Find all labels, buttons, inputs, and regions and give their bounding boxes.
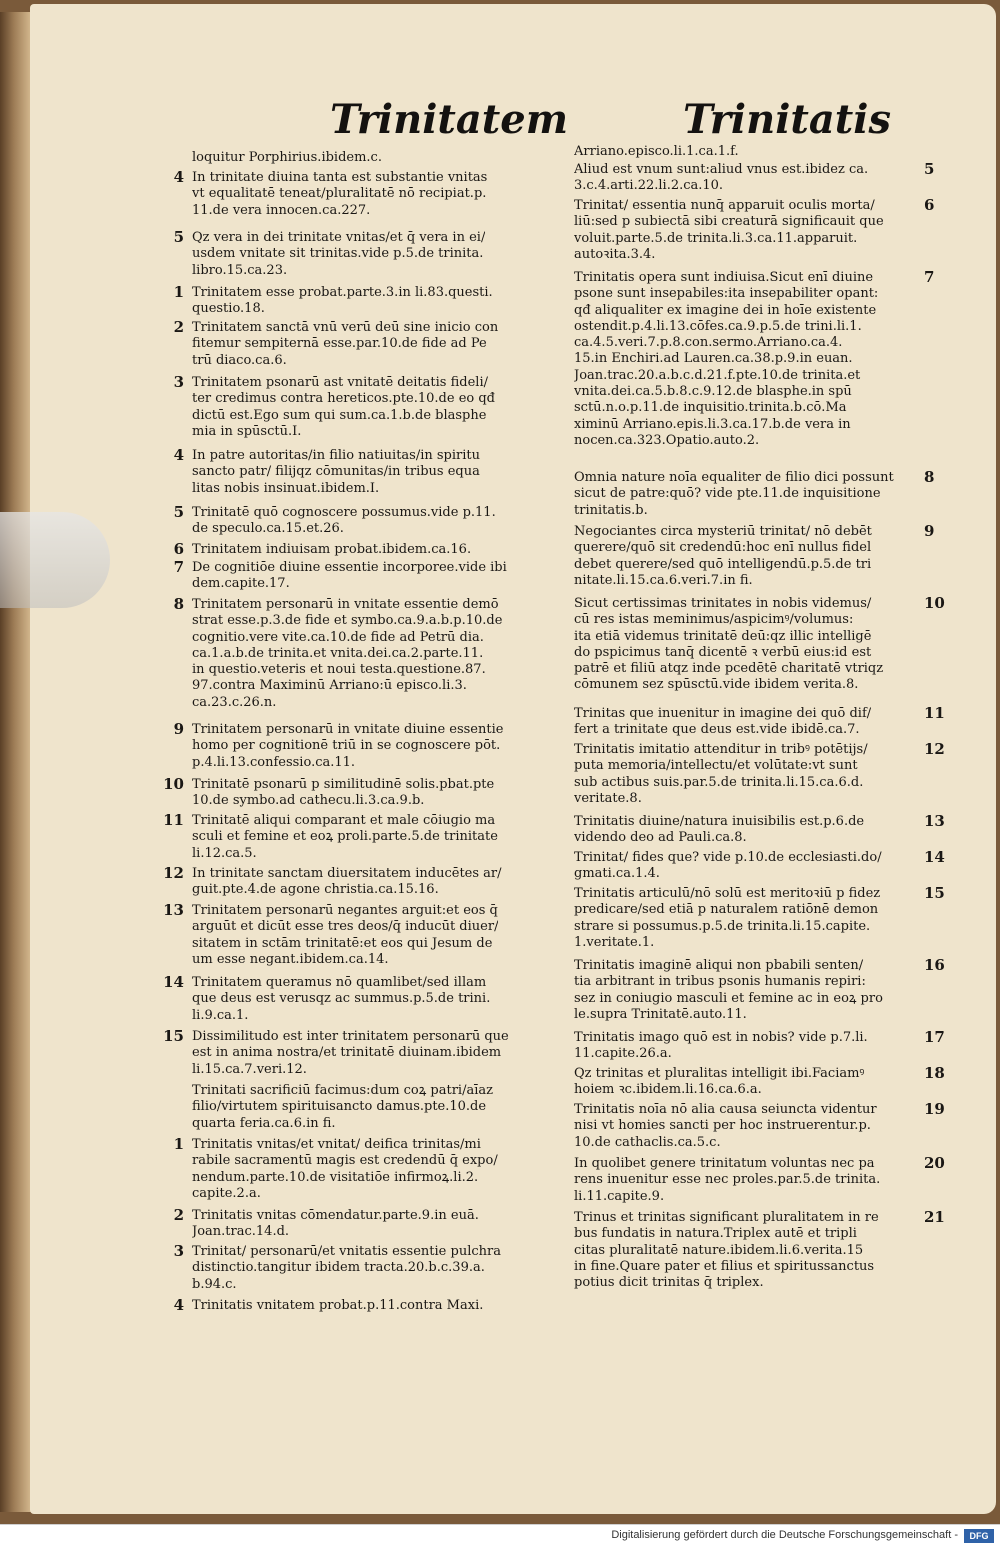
marginal-number: 3 bbox=[173, 1242, 184, 1260]
entry-line: rabile sacramentū magis est credendū q̄ expo/ bbox=[192, 1153, 498, 1169]
entry-line: Negociantes circa mysteriū trinitat/ nō debēt bbox=[574, 524, 872, 539]
entry-line: Trinitati sacrificiū facimus:dum coꝝ patri/aīaz bbox=[192, 1083, 493, 1098]
entry-line: Trinitatem sanctā vnū verū deū sine inicio con bbox=[192, 320, 499, 335]
marginal-number: 12 bbox=[924, 740, 945, 758]
entry-line: quarta feria.ca.6.in fi. bbox=[192, 1115, 336, 1131]
entry-line: veritate.8. bbox=[574, 790, 642, 806]
entry-line: liū:sed p subiectā sibi creaturā significauit que bbox=[574, 214, 884, 230]
entry-line: Trinitatem psonarū ast vnitatē deitatis fideli/ bbox=[192, 375, 488, 390]
index-entry bbox=[192, 866, 502, 899]
entry-line: Aliud est vnum sunt:aliud vnus est.ibidez ca. bbox=[574, 162, 869, 177]
entry-line: filio/virtutem spirituisancto damus.pte.10.de bbox=[192, 1099, 487, 1115]
index-entry bbox=[574, 814, 864, 847]
entry-line: li.11.capite.9. bbox=[574, 1188, 665, 1204]
entry-line: capite.2.a. bbox=[192, 1185, 261, 1201]
index-entry bbox=[574, 270, 878, 449]
entry-line: ximinū Arriano.epis.li.3.ca.17.b.de vera in bbox=[574, 416, 851, 432]
entry-line: homo per cognitionē triū in se cognoscere pōt. bbox=[192, 738, 501, 754]
entry-line: querere/quō sit credendū:hoc enī nullus fidel bbox=[574, 540, 872, 556]
marginal-number: 18 bbox=[924, 1064, 945, 1082]
entry-line: strat esse.p.3.de fide et symbo.ca.9.a.b.p.10.de bbox=[192, 613, 503, 629]
entry-line: hoiem ꝛc.ibidem.li.16.ca.6.a. bbox=[574, 1082, 762, 1098]
entry-line: vnita.dei.ca.5.b.8.c.9.12.de blasphe.in spū bbox=[574, 384, 852, 400]
entry-line: Omnia nature noīa equaliter de filio dici possunt bbox=[574, 470, 894, 485]
marginal-number: 17 bbox=[924, 1028, 945, 1046]
entry-line: de speculo.ca.15.et.26. bbox=[192, 521, 344, 537]
entry-line: que deus est verusqz ac summus.p.5.de trini. bbox=[192, 991, 491, 1007]
entry-line: guit.pte.4.de agone christia.ca.15.16. bbox=[192, 882, 439, 898]
entry-line: Qz vera in dei trinitate vnitas/et q̄ vera in ei/ bbox=[192, 230, 486, 245]
entry-line: 1.veritate.1. bbox=[574, 934, 655, 950]
transparent-bookmark-clip bbox=[0, 512, 110, 608]
index-entry bbox=[192, 560, 507, 593]
entry-line: Trinitatem personarū in vnitate essentie demō bbox=[192, 597, 499, 612]
entry-line: Trinitatis vnitas cōmendatur.parte.9.in euā. bbox=[192, 1208, 479, 1223]
entry-line: 11.de vera innocen.ca.227. bbox=[192, 202, 371, 218]
entry-line: Trinitatis diuine/natura inuisibilis est.p.6.de bbox=[574, 814, 865, 829]
entry-line: p.4.li.13.confessio.ca.11. bbox=[192, 754, 356, 770]
marginal-number: 3 bbox=[173, 373, 184, 391]
index-entry bbox=[574, 524, 872, 589]
entry-line: sitatem in sctām trinitatē:et eos qui Jesum de bbox=[192, 935, 493, 951]
index-entry bbox=[574, 958, 883, 1023]
dfg-logo: DFG bbox=[964, 1529, 994, 1543]
entry-line: 97.contra Maximinū Arriano:ū episco.li.3. bbox=[192, 678, 467, 694]
index-entry bbox=[574, 1030, 868, 1063]
entry-line: Trinitatē aliqui comparant et male cōiugio ma bbox=[192, 813, 496, 828]
index-entry bbox=[192, 285, 493, 318]
marginal-number: 9 bbox=[173, 720, 184, 738]
marginal-number: 10 bbox=[163, 775, 184, 793]
entry-line: Sicut certissimas trinitates in nobis videmus/ bbox=[574, 596, 872, 611]
marginal-number: 6 bbox=[173, 540, 184, 558]
marginal-number: 7 bbox=[173, 558, 184, 576]
entry-line: Trinitatem queramus nō quamlibet/sed illam bbox=[192, 975, 487, 990]
index-entry bbox=[192, 1244, 501, 1293]
entry-line: sub actibus suis.par.5.de trinita.li.15.ca.6.d. bbox=[574, 774, 864, 790]
marginal-number: 9 bbox=[924, 522, 935, 540]
entry-line: 3.c.4.arti.22.li.2.ca.10. bbox=[574, 178, 724, 194]
entry-line: Joan.trac.20.a.b.c.d.21.f.pte.10.de trinita.et bbox=[574, 367, 861, 383]
entry-line: questio.18. bbox=[192, 301, 265, 317]
entry-line: Trinitatis opera sunt indiuisa.Sicut enī diuine bbox=[574, 270, 874, 285]
entry-line: In patre autoritas/in filio natiuitas/in spiritu bbox=[192, 448, 480, 463]
index-entry bbox=[192, 150, 382, 166]
entry-line: nendum.parte.10.de visitatiōe infirmoꝝ.li.2. bbox=[192, 1169, 479, 1185]
marginal-number: 20 bbox=[924, 1154, 945, 1172]
entry-line: 10.de symbo.ad cathecu.li.3.ca.9.b. bbox=[192, 793, 425, 809]
entry-line: rens inuenitur esse nec proles.par.5.de trinita. bbox=[574, 1172, 881, 1188]
index-entry bbox=[192, 1208, 479, 1241]
marginal-number: 11 bbox=[924, 704, 945, 722]
entry-line: Arriano.episco.li.1.ca.1.f. bbox=[574, 144, 739, 159]
entry-line: autoꝛita.3.4. bbox=[574, 246, 656, 262]
running-head-right: Trinitatis bbox=[683, 96, 891, 143]
marginal-number: 13 bbox=[924, 812, 945, 830]
entry-line: distinctio.tangitur ibidem tracta.20.b.c.39.a. bbox=[192, 1260, 485, 1276]
index-entry bbox=[192, 1298, 483, 1314]
entry-line: li.15.ca.7.veri.12. bbox=[192, 1061, 307, 1077]
entry-line: fert a trinitate que deus est.vide ibidē.ca.7. bbox=[574, 722, 860, 738]
entry-line: ostendit.p.4.li.13.cōfes.ca.9.p.5.de trini.li.1. bbox=[574, 318, 862, 334]
entry-line: De cognitiōe diuine essentie incorporee.vide ibi bbox=[192, 560, 507, 575]
index-entry bbox=[192, 170, 487, 219]
entry-line: cōmunem sez spūsctū.vide ibidem verita.8. bbox=[574, 677, 859, 693]
entry-line: In trinitate sanctam diuersitatem inducētes ar/ bbox=[192, 866, 502, 881]
marginal-number: 16 bbox=[924, 956, 945, 974]
index-entry bbox=[192, 1029, 509, 1078]
marginal-number: 8 bbox=[924, 468, 935, 486]
marginal-number: 2 bbox=[173, 318, 184, 336]
entry-line: sancto patr/ filijqz cōmunitas/in tribus equa bbox=[192, 464, 480, 480]
index-entry bbox=[192, 975, 490, 1024]
entry-line: bus fundatis in natura.Triplex autē et tripli bbox=[574, 1226, 857, 1242]
index-entry bbox=[192, 722, 503, 771]
entry-line: qđ aliqualiter ex imagine dei in hoīe existente bbox=[574, 302, 877, 318]
entry-line: Trinitat/ fides que? vide p.10.de ecclesiasti.do/ bbox=[574, 850, 882, 865]
index-entry bbox=[574, 886, 880, 951]
entry-line: le.supra Trinitatē.auto.11. bbox=[574, 1006, 747, 1022]
marginal-number: 5 bbox=[924, 160, 935, 178]
marginal-number: 1 bbox=[173, 1135, 184, 1153]
entry-line: vt equalitatē teneat/pluralitatē nō recipiat.p. bbox=[192, 186, 487, 202]
entry-line: trū diaco.ca.6. bbox=[192, 352, 287, 368]
entry-line: 10.de cathaclis.ca.5.c. bbox=[574, 1134, 721, 1150]
entry-line: Trinitatis imitatio attenditur in tribꝰ potētijs/ bbox=[574, 742, 868, 757]
entry-line: citas pluralitatē nature.ibidem.li.6.verita.15 bbox=[574, 1242, 864, 1258]
entry-line: Trinitat/ essentia nunq̄ apparuit oculis morta/ bbox=[574, 198, 875, 213]
entry-line: fitemur sempiternā esse.par.10.de fide ad Pe bbox=[192, 336, 487, 352]
entry-line: ca.23.c.26.n. bbox=[192, 694, 277, 710]
marginal-number: 5 bbox=[173, 228, 184, 246]
entry-line: Trinitatis noīa nō alia causa seiuncta videntur bbox=[574, 1102, 877, 1117]
entry-line: ca.4.5.veri.7.p.8.con.sermo.Arriano.ca.4. bbox=[574, 335, 843, 351]
entry-line: usdem vnitate sit trinitas.vide p.5.de trinita. bbox=[192, 246, 484, 262]
entry-line: est in anima nostra/et trinitatē diuinam.ibidem bbox=[192, 1045, 502, 1061]
marginal-number: 5 bbox=[173, 503, 184, 521]
entry-line: Trinitatem indiuisam probat.ibidem.ca.16. bbox=[192, 542, 472, 557]
index-entry bbox=[192, 375, 495, 440]
entry-line: li.12.ca.5. bbox=[192, 845, 257, 861]
entry-line: Trinitatem personarū in vnitate diuine essentie bbox=[192, 722, 504, 737]
entry-line: sez in coniugio masculi et femine ac in eoꝝ pro bbox=[574, 990, 883, 1006]
entry-line: 11.capite.26.a. bbox=[574, 1046, 672, 1062]
index-entry bbox=[574, 1102, 877, 1151]
index-entry bbox=[574, 198, 884, 263]
marginal-number: 14 bbox=[924, 848, 945, 866]
entry-line: dem.capite.17. bbox=[192, 576, 290, 592]
entry-line: Trinitat/ personarū/et vnitatis essentie pulchra bbox=[192, 1244, 501, 1259]
entry-line: litas nobis insinuat.ibidem.I. bbox=[192, 480, 380, 496]
marginal-number: 15 bbox=[163, 1027, 184, 1045]
entry-line: dictū est.Ego sum qui sum.ca.1.b.de blasphe bbox=[192, 407, 487, 423]
entry-line: Trinitatis imaginē aliqui non pbabili senten/ bbox=[574, 958, 864, 973]
entry-line: puta memoria/intellectu/et volūtate:vt sunt bbox=[574, 758, 858, 774]
entry-line: mia in spūsctū.I. bbox=[192, 423, 302, 439]
index-entry bbox=[574, 162, 868, 195]
entry-line: um esse negant.ibidem.ca.14. bbox=[192, 951, 389, 967]
entry-line: sicut de patre:quō? vide pte.11.de inquisitione bbox=[574, 486, 881, 502]
footer-credit-text: Digitalisierung gefördert durch die Deutsche Forschungsgemeinschaft - bbox=[611, 1529, 958, 1541]
index-entry bbox=[192, 777, 494, 810]
marginal-number: 7 bbox=[924, 268, 935, 286]
marginal-number: 8 bbox=[173, 595, 184, 613]
entry-line: voluit.parte.5.de trinita.li.3.ca.11.apparuit. bbox=[574, 230, 858, 246]
marginal-number: 10 bbox=[924, 594, 945, 612]
entry-line: Qz trinitas et pluralitas intelligit ibi.Faciamꝰ bbox=[574, 1066, 865, 1081]
entry-line: Trinitatē quō cognoscere possumus.vide p.11. bbox=[192, 505, 496, 520]
entry-line: ca.1.a.b.de trinita.et vnita.dei.ca.2.parte.11. bbox=[192, 645, 484, 661]
entry-line: In quolibet genere trinitatum voluntas nec pa bbox=[574, 1156, 875, 1171]
marginal-number: 14 bbox=[163, 973, 184, 991]
marginal-number: 13 bbox=[163, 901, 184, 919]
index-entry bbox=[192, 1083, 493, 1132]
entry-line: Trinitatem personarū negantes arguit:et eos q̄ bbox=[192, 903, 498, 918]
entry-line: psone sunt insepabiles:ita insepabiliter opant: bbox=[574, 286, 879, 302]
index-entry bbox=[574, 742, 868, 807]
entry-line: Trinitatē psonarū p similitudinē solis.pbat.pte bbox=[192, 777, 495, 792]
index-entry bbox=[574, 470, 894, 519]
index-entry bbox=[574, 144, 739, 160]
entry-line: trinitatis.b. bbox=[574, 502, 648, 518]
running-head-left: Trinitatem bbox=[330, 96, 569, 143]
entry-line: b.94.c. bbox=[192, 1276, 237, 1292]
marginal-number: 19 bbox=[924, 1100, 945, 1118]
digitization-footer bbox=[0, 1524, 1000, 1547]
entry-line: in fine.Quare pater et filius et spiritussanctus bbox=[574, 1258, 875, 1274]
marginal-number: 21 bbox=[924, 1208, 945, 1226]
index-entry bbox=[574, 596, 883, 694]
index-entry bbox=[192, 542, 471, 558]
entry-line: Trinitatis vnitatem probat.p.11.contra Maxi. bbox=[192, 1298, 484, 1313]
entry-line: sculi et femine et eoꝝ proli.parte.5.de trinitate bbox=[192, 829, 498, 845]
entry-line: Trinitatem esse probat.parte.3.in li.83.questi. bbox=[192, 285, 493, 300]
marginal-number: 11 bbox=[163, 811, 184, 829]
entry-line: arguūt et dicūt esse tres deos/q̄ inducūt diuer/ bbox=[192, 919, 499, 935]
entry-line: tia arbitrant in tribus psonis humanis repiri: bbox=[574, 974, 866, 990]
entry-line: predicare/sed etiā p naturalem ratiōnē demon bbox=[574, 902, 879, 918]
entry-line: Trinitatis articulū/nō solū est meritoꝛiū p fidez bbox=[574, 886, 881, 901]
index-entry bbox=[192, 230, 485, 279]
marginal-number: 6 bbox=[924, 196, 935, 214]
entry-line: do pspicimus tanq̄ dicentē ꝛ verbū eius:id est bbox=[574, 644, 872, 660]
entry-line: gmati.ca.1.4. bbox=[574, 866, 660, 882]
page-stack-edge bbox=[0, 12, 34, 1512]
entry-line: li.9.ca.1. bbox=[192, 1007, 249, 1023]
marginal-number: 4 bbox=[173, 446, 184, 464]
entry-line: nitate.li.15.ca.6.veri.7.in fi. bbox=[574, 572, 753, 588]
index-entry bbox=[574, 850, 882, 883]
index-entry bbox=[192, 1137, 498, 1202]
entry-line: potius dicit trinitas q̄ triplex. bbox=[574, 1275, 764, 1291]
index-entry bbox=[574, 1210, 879, 1291]
index-entry bbox=[192, 903, 498, 968]
marginal-number: 1 bbox=[173, 283, 184, 301]
entry-line: videndo deo ad Pauli.ca.8. bbox=[574, 830, 747, 846]
entry-line: ita etiā videmus trinitatē deū:qz illic intelligē bbox=[574, 628, 872, 644]
entry-line: strare si possumus.p.5.de trinita.li.15.capite. bbox=[574, 918, 871, 934]
entry-line: 15.in Enchiri.ad Lauren.ca.38.p.9.in euan. bbox=[574, 351, 853, 367]
marginal-number: 4 bbox=[173, 168, 184, 186]
entry-line: Joan.trac.14.d. bbox=[192, 1224, 290, 1240]
entry-line: libro.15.ca.23. bbox=[192, 262, 288, 278]
index-entry bbox=[192, 505, 496, 538]
index-entry bbox=[192, 320, 498, 369]
entry-line: in questio.veteris et noui testa.questione.87. bbox=[192, 662, 486, 678]
index-entry bbox=[192, 813, 498, 862]
index-entry bbox=[192, 448, 480, 497]
entry-line: ter credimus contra hereticos.pte.10.de eo qđ bbox=[192, 391, 495, 407]
index-entry bbox=[574, 1066, 864, 1099]
marginal-number: 2 bbox=[173, 1206, 184, 1224]
entry-line: Trinitatis imago quō est in nobis? vide p.7.li. bbox=[574, 1030, 868, 1045]
entry-line: nisi vt homies sancti per hoc instruerentur.p. bbox=[574, 1118, 871, 1134]
entry-line: loquitur Porphirius.ibidem.c. bbox=[192, 150, 382, 165]
index-entry bbox=[574, 1156, 880, 1205]
index-entry bbox=[574, 706, 871, 739]
entry-line: sctū.n.o.p.11.de inquisitio.trinita.b.cō.Ma bbox=[574, 400, 847, 416]
entry-line: nocen.ca.323.Opatio.auto.2. bbox=[574, 432, 760, 448]
entry-line: Trinus et trinitas significant pluralitatem in re bbox=[574, 1210, 879, 1225]
entry-line: debet querere/sed quō intelligendū.p.5.de tri bbox=[574, 556, 872, 572]
entry-line: Trinitatis vnitas/et vnitat/ deifica trinitas/mi bbox=[192, 1137, 481, 1152]
entry-line: cognitio.vere vite.ca.10.de fide ad Petrū dia. bbox=[192, 629, 484, 645]
entry-line: Dissimilitudo est inter trinitatem personarū que bbox=[192, 1029, 509, 1044]
marginal-number: 15 bbox=[924, 884, 945, 902]
entry-line: patrē et filiū atqz inde pcedētē charitatē vtriqz bbox=[574, 661, 884, 677]
marginal-number: 12 bbox=[163, 864, 184, 882]
entry-line: Trinitas que inuenitur in imagine dei quō dif/ bbox=[574, 706, 872, 721]
index-entry bbox=[192, 597, 502, 711]
entry-line: In trinitate diuina tanta est substantie vnitas bbox=[192, 170, 488, 185]
marginal-number: 4 bbox=[173, 1296, 184, 1314]
entry-line: cū res istas meminimus/aspicimꝰ/volumus: bbox=[574, 612, 854, 628]
